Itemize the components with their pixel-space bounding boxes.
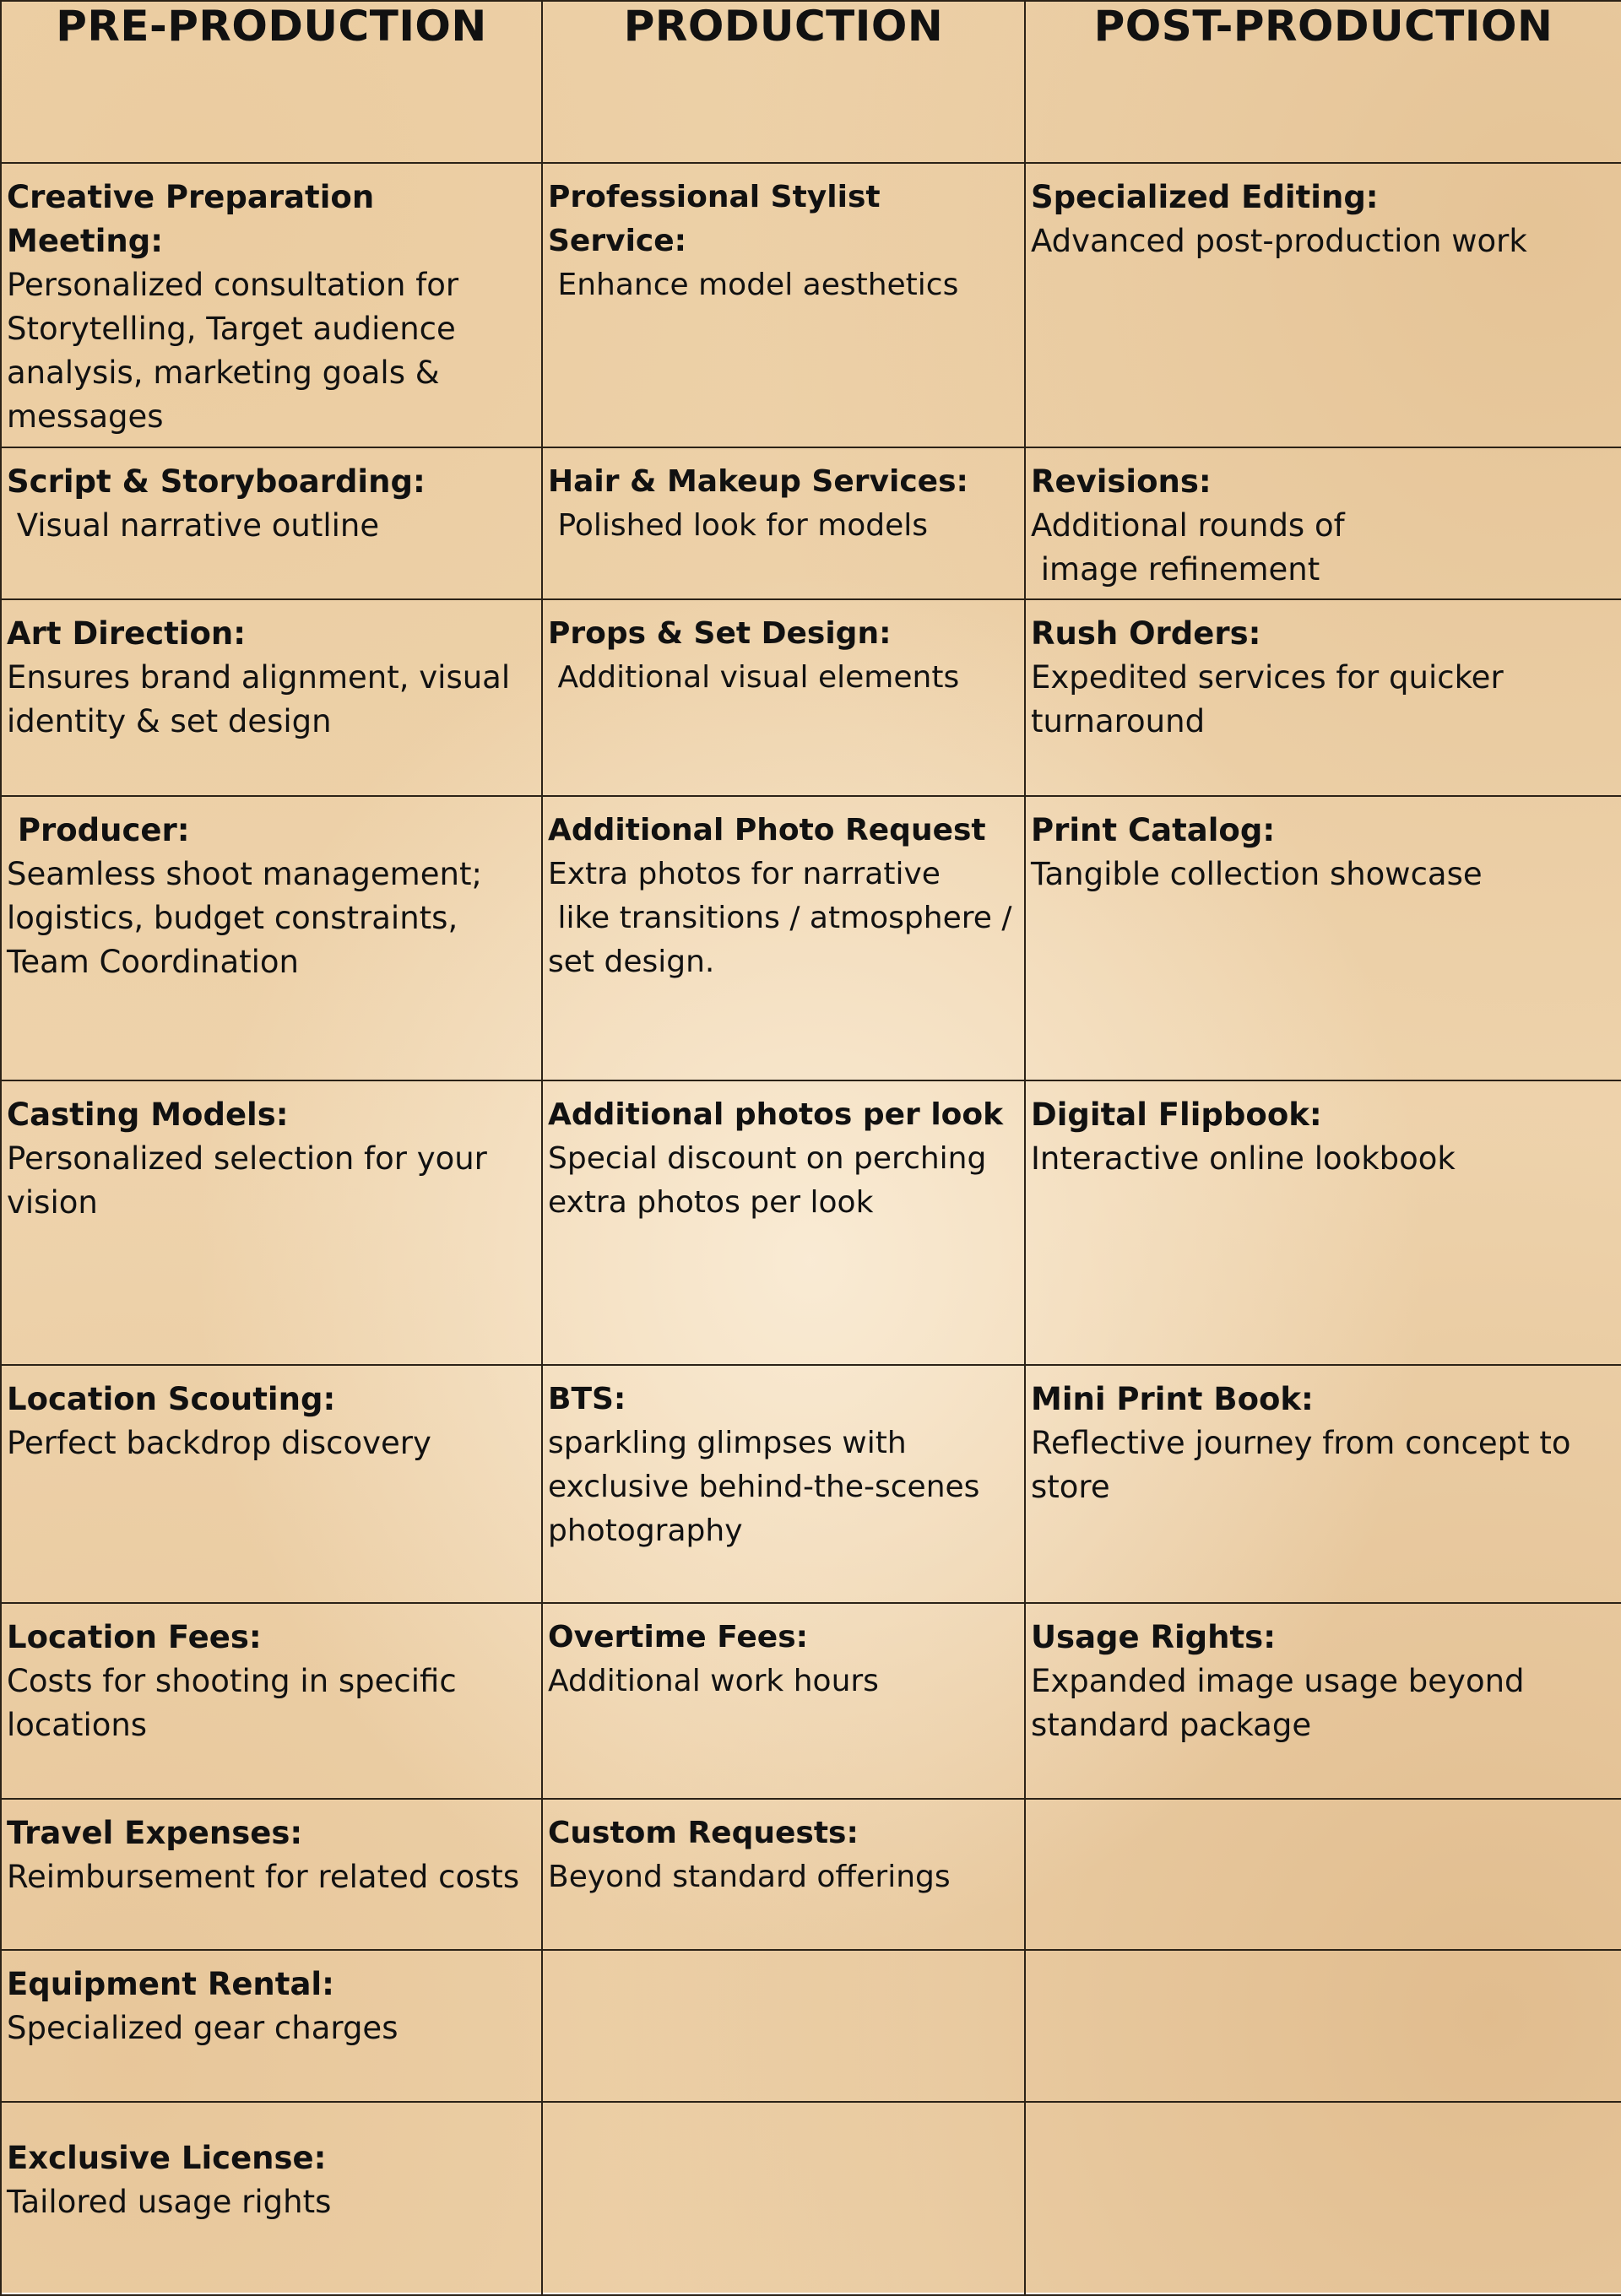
- service-title: Equipment Rental:: [7, 1966, 334, 2002]
- service-title: Mini Print Book:: [1031, 1381, 1314, 1417]
- post-production-cell: [1025, 1799, 1621, 1950]
- post-production-cell: [1025, 1080, 1621, 1365]
- service-title: Print Catalog:: [1031, 812, 1276, 848]
- service-description: Advanced post-production work: [1031, 223, 1527, 259]
- service-description: Additional work hours: [548, 1664, 879, 1698]
- service-title: Producer:: [7, 812, 190, 848]
- service-title: Usage Rights:: [1031, 1619, 1277, 1655]
- pre-production-cell: [1, 1799, 542, 1950]
- service-description: Ensures brand alignment, visual identity & set design: [7, 659, 520, 739]
- production-cell: [542, 447, 1025, 599]
- production-cell: [542, 1799, 1025, 1950]
- service-title: Travel Expenses:: [7, 1815, 303, 1851]
- header-row: [1, 1, 1621, 163]
- table-row: [1, 599, 1621, 796]
- service-title: BTS:: [548, 1382, 626, 1416]
- service-title: Script & Storyboarding:: [7, 463, 426, 500]
- post-production-cell: [1025, 447, 1621, 599]
- service-title: Exclusive License:: [7, 2140, 327, 2176]
- service-title: Props & Set Design:: [548, 616, 892, 651]
- service-description: Tangible collection showcase: [1031, 856, 1483, 892]
- service-description: Reflective journey from concept to store: [1031, 1425, 1581, 1505]
- service-title: Creative Preparation Meeting:: [7, 179, 386, 259]
- production-cell: [542, 1950, 1025, 2102]
- pre-production-cell: [1, 1603, 542, 1799]
- table-row: [1, 796, 1621, 1080]
- service-description: Costs for shooting in specific locations: [7, 1663, 467, 1743]
- header-post-production: POST-PRODUCTION: [1025, 1, 1621, 163]
- table-row: [1, 1950, 1621, 2102]
- service-description: Extra photos for narrative like transitions / atmosphere / set design.: [548, 857, 1012, 979]
- service-description: Additional rounds of image refinement: [1031, 507, 1345, 588]
- production-cell: [542, 1365, 1025, 1603]
- service-description: Visual narrative outline: [7, 507, 380, 544]
- service-description: Special discount on perching extra photos per look: [548, 1141, 996, 1220]
- post-production-cell: [1025, 2102, 1621, 2295]
- table-row: [1, 1799, 1621, 1950]
- service-description: Expedited services for quicker turnaround: [1031, 659, 1514, 739]
- pre-production-cell: [1, 1365, 542, 1603]
- service-title: Rush Orders:: [1031, 615, 1261, 652]
- pre-production-cell: [1, 163, 542, 447]
- post-production-cell: [1025, 796, 1621, 1080]
- service-description: Reimbursement for related costs: [7, 1859, 520, 1895]
- table-row: [1, 1080, 1621, 1365]
- service-title: Overtime Fees:: [548, 1620, 809, 1654]
- service-title: Casting Models:: [7, 1097, 289, 1133]
- pre-production-cell: [1, 2102, 542, 2295]
- service-title: Location Fees:: [7, 1619, 262, 1655]
- service-description: Interactive online lookbook: [1031, 1140, 1456, 1177]
- pre-production-cell: [1, 1950, 542, 2102]
- service-description: Perfect backdrop discovery: [7, 1425, 431, 1461]
- post-production-cell: [1025, 163, 1621, 447]
- production-cell: [542, 1603, 1025, 1799]
- table-row: [1, 163, 1621, 447]
- production-cell: [542, 796, 1025, 1080]
- production-cell: [542, 2102, 1025, 2295]
- service-title: Specialized Editing:: [1031, 179, 1379, 215]
- service-title: Additional photos per look: [548, 1097, 1004, 1132]
- pre-production-cell: [1, 1080, 542, 1365]
- header-production: PRODUCTION: [542, 1, 1025, 163]
- service-title: Additional Photo Request: [548, 813, 986, 847]
- service-title: Location Scouting:: [7, 1381, 336, 1417]
- production-cell: [542, 1080, 1025, 1365]
- service-description: Personalized consultation for Storytelling, Target audience analysis, marketing goals & messages: [7, 267, 469, 435]
- service-description: Polished look for models: [548, 508, 929, 543]
- service-title: Digital Flipbook:: [1031, 1097, 1322, 1133]
- service-title: Custom Requests:: [548, 1816, 859, 1850]
- table-row: [1, 1603, 1621, 1799]
- post-production-cell: [1025, 1950, 1621, 2102]
- service-description: Expanded image usage beyond standard package: [1031, 1663, 1535, 1743]
- service-description: Beyond standard offerings: [548, 1860, 951, 1894]
- table-row: [1, 447, 1621, 599]
- service-description: Additional visual elements: [548, 660, 960, 695]
- table-row: [1, 2102, 1621, 2295]
- service-description: sparkling glimpses with exclusive behind-the-scenes photography: [548, 1426, 989, 1548]
- service-title: Revisions:: [1031, 463, 1212, 500]
- service-description: Personalized selection for your vision: [7, 1140, 497, 1221]
- header-pre-production: PRE-PRODUCTION: [1, 1, 542, 163]
- service-description: Specialized gear charges: [7, 2010, 398, 2046]
- post-production-cell: [1025, 599, 1621, 796]
- service-title: Art Direction:: [7, 615, 247, 652]
- production-cell: [542, 163, 1025, 447]
- pre-production-cell: [1, 796, 542, 1080]
- pre-production-cell: [1, 599, 542, 796]
- production-cell: [542, 599, 1025, 796]
- service-title: Professional Stylist Service:: [548, 180, 892, 258]
- service-title: Hair & Makeup Services:: [548, 464, 968, 499]
- service-description: Enhance model aesthetics: [548, 268, 959, 302]
- post-production-cell: [1025, 1603, 1621, 1799]
- table-row: [1, 1365, 1621, 1603]
- pre-production-cell: [1, 447, 542, 599]
- service-description: Tailored usage rights: [7, 2184, 332, 2220]
- post-production-cell: [1025, 1365, 1621, 1603]
- service-description: Seamless shoot management; logistics, budget constraints, Team Coordination: [7, 856, 492, 980]
